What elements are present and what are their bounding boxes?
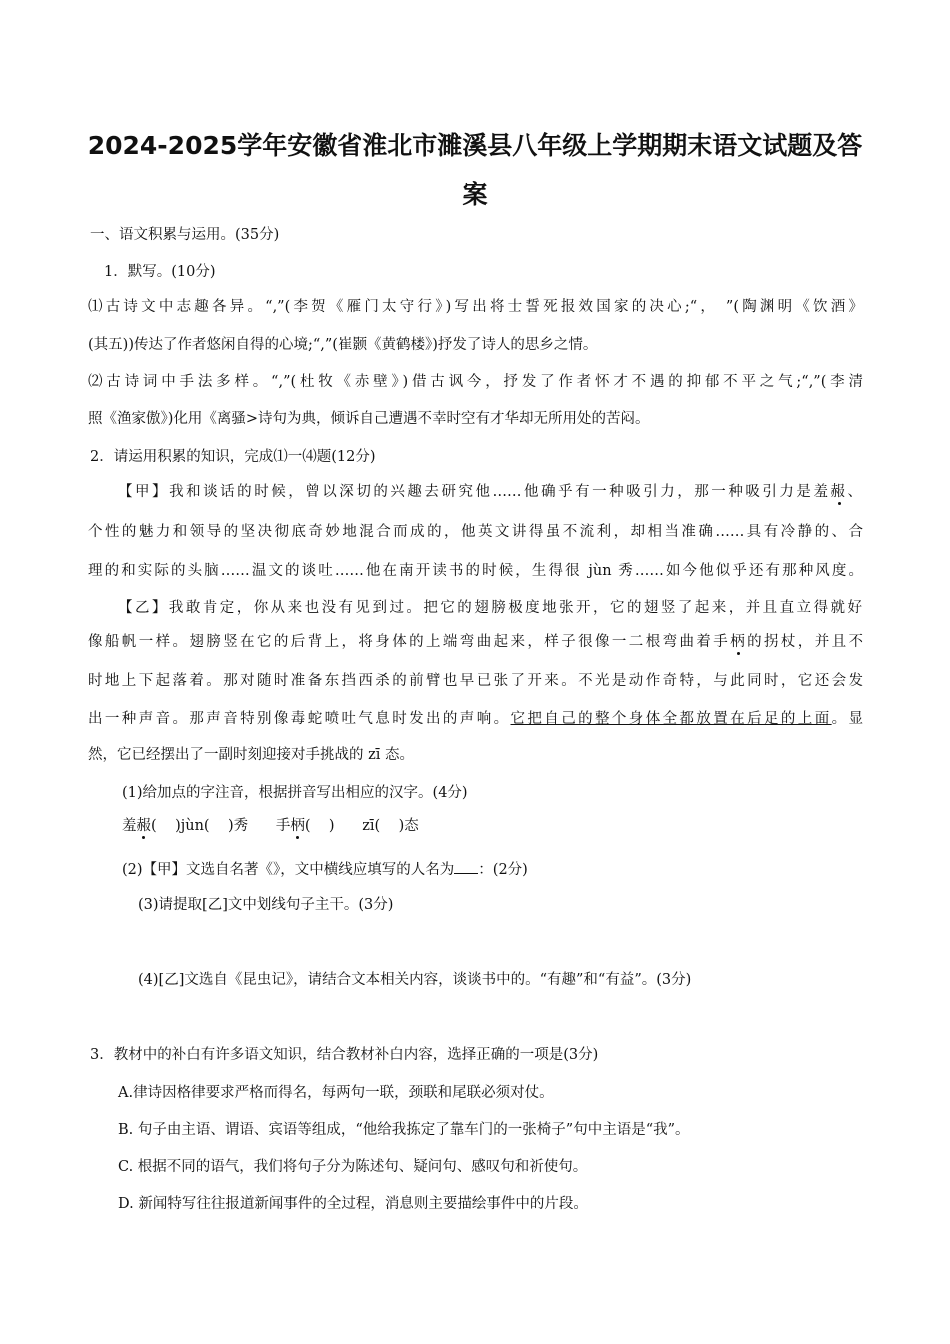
q2-sub1-blanks: 羞赧( )jùn( )秀 手柄( ) zī( )态 bbox=[122, 818, 419, 834]
q2-sub4: (4)[乙]文选自《昆虫记》，请结合文本相关内容，谈谈书中的。“有趣”和“有益”。(3分) bbox=[138, 972, 692, 988]
passage-yi-line4: 出一种声音。那声音特别像毒蛇喷吐气息时发出的声响。它把自己的整个身体全都放置在后足的上面。显 bbox=[88, 711, 864, 727]
q3-option-c: C. 根据不同的语气，我们将句子分为陈述句、疑问句、感叹句和祈使句。 bbox=[118, 1159, 588, 1175]
q1-part2-line2: 照《渔家傲》)化用《离骚>诗句为典，倾诉自己遭遇不幸时空有才华却无所用处的苦闷。 bbox=[88, 411, 650, 427]
document-title-line1: 2024-2025学年安徽省淮北市濉溪县八年级上学期期末语文试题及答 bbox=[87, 131, 863, 160]
q3-option-d: D. 新闻特写往往报道新闻事件的全过程，消息则主要描绘事件中的片段。 bbox=[118, 1196, 588, 1212]
document-title-line2: 案 bbox=[462, 180, 488, 209]
question-3-heading: 3．教材中的补白有许多语文知识，结合教材补白内容，选择正确的一项是(3分) bbox=[90, 1047, 599, 1063]
passage-jia-line2: 个性的魅力和领导的坚决彻底奇妙地混合而成的，他英文讲得虽不流利，却相当准确……具有冷静的、合 bbox=[88, 524, 863, 540]
q1-part1-line1: ⑴古诗文中志趣各异。“,”(李贺《雁门太守行》)写出将士誓死报效国家的决心;“， ”(陶渊明《饮酒》 bbox=[88, 299, 863, 315]
q1-part1-line2: (其五))传达了作者悠闲自得的心境;“,”(崔颢《黄鹤楼》)抒发了诗人的思乡之情。 bbox=[88, 337, 598, 353]
passage-yi-line1: 【乙】我敢肯定，你从来也没有见到过。把它的翅膀极度地张开，它的翅竖了起来，并且直立得就好 bbox=[118, 600, 862, 616]
question-2-heading: 2．请运用积累的知识，完成⑴一⑷题(12分) bbox=[90, 449, 376, 465]
q3-option-a: A.律诗因格律要求严格而得名，每两句一联，颈联和尾联必须对仗。 bbox=[118, 1085, 554, 1101]
q2-sub1-heading: (1)给加点的字注音，根据拼音写出相应的汉字。(4分) bbox=[122, 785, 468, 801]
q3-option-b: B. 句子由主语、谓语、宾语等组成，“他给我拣定了靠车门的一张椅子”句中主语是“我”。 bbox=[118, 1122, 690, 1138]
underlined-sentence: 它把自己的整个身体全都放置在后足的上面 bbox=[510, 711, 832, 727]
passage-yi-line5: 然，它已经摆出了一副时刻迎接对手挑战的 zī 态。 bbox=[88, 747, 414, 763]
passage-jia-line1: 【甲】我和谈话的时候，曾以深切的兴趣去研究他……他确乎有一种吸引力，那一种吸引力是羞赧、 bbox=[118, 484, 863, 500]
passage-jia-line3: 理的和实际的头脑……温文的谈吐……他在南开读书的时候，生得很 jùn 秀……如今他似乎还有那种风度。 bbox=[88, 563, 863, 579]
section-heading: 一、语文积累与运用。(35分) bbox=[90, 227, 280, 243]
q2-sub2: (2)【甲】文选自名著《》，文中横线应填写的人名为 ：(2分) bbox=[122, 859, 897, 880]
answer-blank[interactable] bbox=[454, 859, 478, 874]
question-1-heading: 1．默写。(10分) bbox=[104, 264, 216, 280]
q1-part2-line1: ⑵古诗词中手法多样。“,”(杜牧《赤壁》)借古讽今，抒发了作者怀才不遇的抑郁不平之气;“,”(李清 bbox=[88, 374, 863, 390]
q2-sub3: (3)请提取[乙]文中划线句子主干。(3分) bbox=[138, 897, 394, 913]
passage-yi-line3: 时地上下起落着。那对随时准备东挡西杀的前臂也早已张了开来。不光是动作奇特，与此同时，它还会发 bbox=[88, 673, 863, 689]
passage-yi-line2: 像船帆一样。翅膀竖在它的后背上，将身体的上端弯曲起来，样子很像一二根弯曲着手柄的拐杖，并且不 bbox=[88, 634, 864, 650]
